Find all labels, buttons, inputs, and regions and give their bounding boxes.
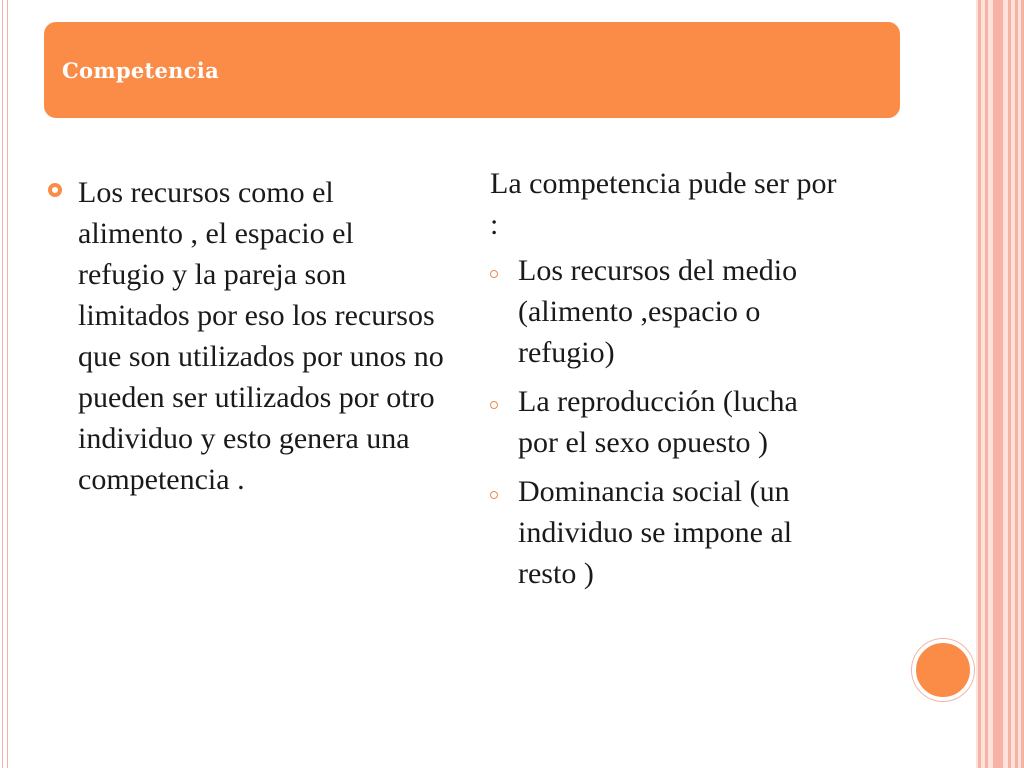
list-item	[490, 381, 850, 463]
slide-title: Competencia	[62, 58, 219, 83]
title-bar	[44, 22, 900, 118]
orange-ring-bullet-icon	[46, 181, 64, 199]
list-item-text: Dominancia social (un individuo se impone al resto )	[518, 475, 793, 590]
list-item	[490, 471, 850, 594]
list-item	[490, 250, 850, 373]
left-column	[46, 172, 446, 500]
left-border-decoration	[2, 0, 8, 768]
hollow-circle-bullet-icon	[490, 270, 498, 278]
left-column-text: Los recursos como el alimento , el espacio el refugio y la pareja son limitados por eso los recursos que son utilizados por unos no pueden ser utilizados por otro individuo y esto genera una competencia .	[78, 176, 444, 496]
decorative-orange-circle	[912, 639, 974, 701]
left-bullet-item	[46, 172, 446, 500]
right-stripes-decoration	[976, 0, 1024, 768]
list-item-text: La reproducción (lucha por el sexo opuesto )	[518, 385, 798, 459]
right-column-intro: La competencia pude ser por :	[490, 167, 837, 241]
list-item-text: Los recursos del medio (alimento ,espacio o refugio)	[518, 254, 798, 369]
hollow-circle-bullet-icon	[490, 491, 498, 499]
right-column	[490, 163, 850, 602]
hollow-circle-bullet-icon	[490, 401, 498, 409]
